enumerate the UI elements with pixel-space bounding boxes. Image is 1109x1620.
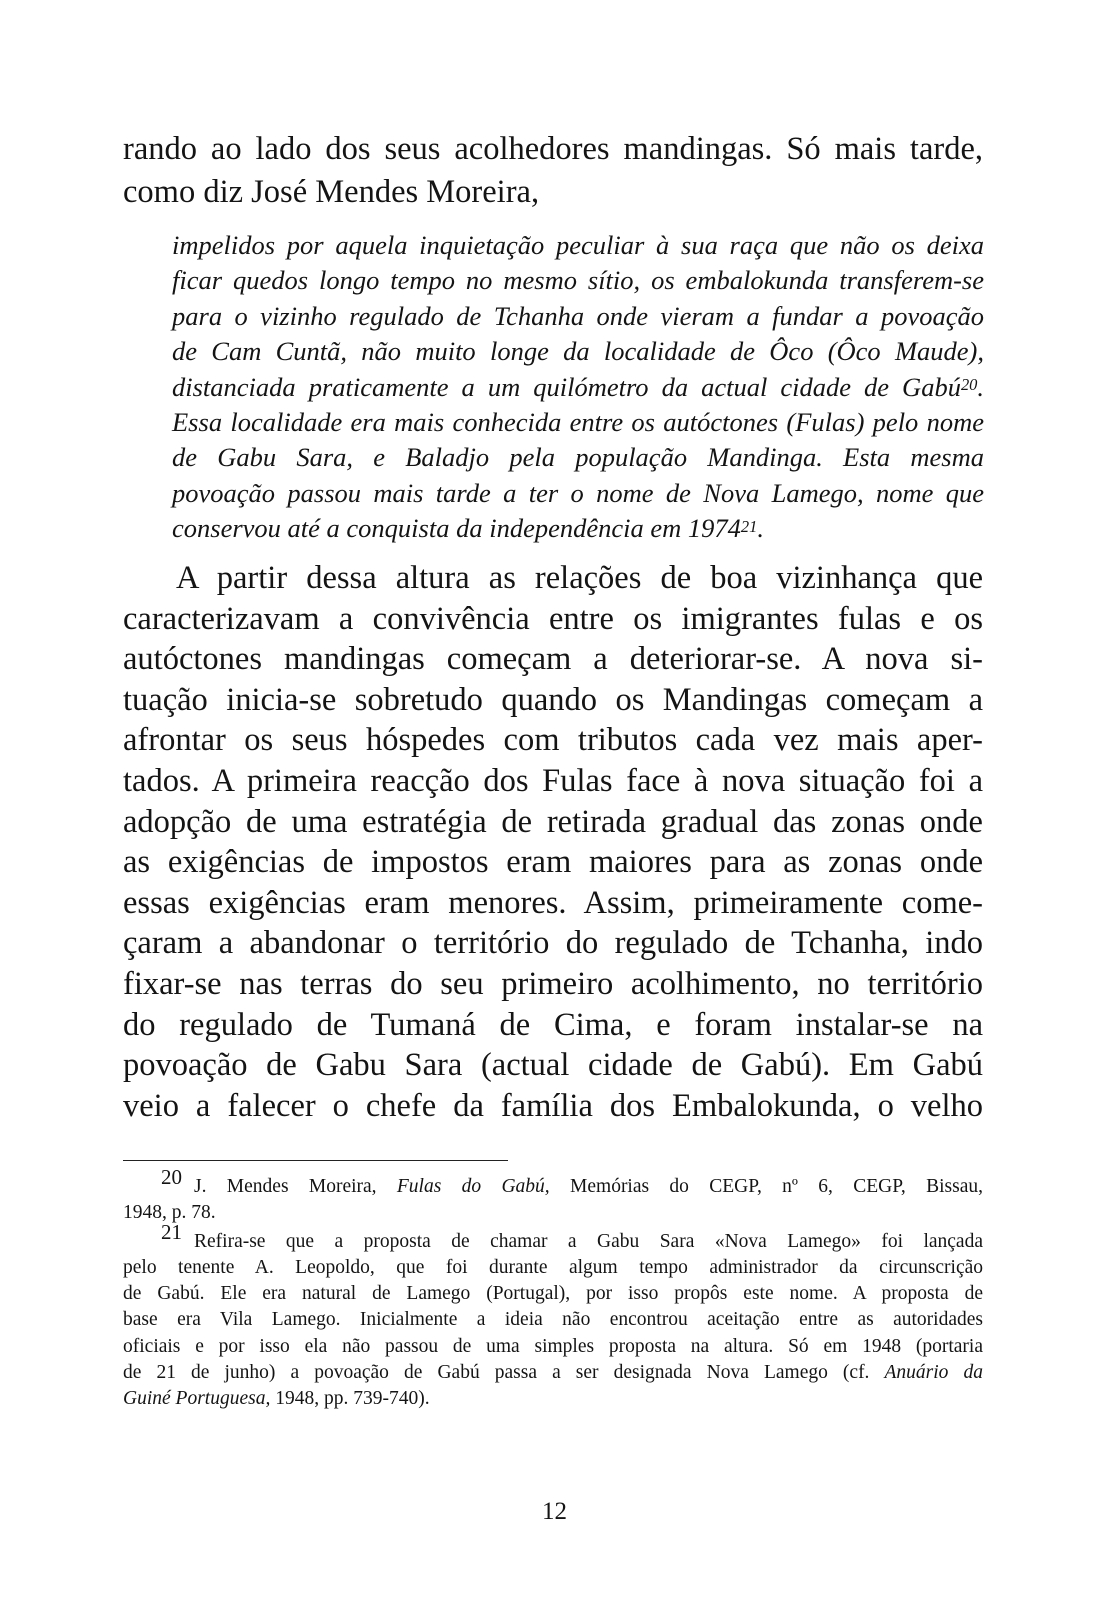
footnote-ref-21[interactable]: 21 (740, 516, 758, 536)
body-paragraph (123, 558, 983, 1126)
footnote-text: J. Mendes Moreira, (194, 1176, 377, 1197)
quote-line: Essa localidade era mais conhecida entre os autóctones (Fulas) pelo nome (172, 407, 984, 438)
quote-line: distanciada praticamente a um quilómetro da actual cidade de Gabú (172, 371, 961, 402)
footnote-title: Anuário da (884, 1362, 984, 1384)
footnote-20 (123, 1165, 984, 1227)
quote-period: . (757, 513, 764, 544)
footnote-text: 1948, pp. 739-740). (275, 1388, 430, 1410)
footnote-title: Fulas do Gabú, (396, 1176, 550, 1197)
body-line: veio a falecer o chefe da família dos Embalokunda, o velho (123, 1087, 983, 1124)
footnote-line: base era Vila Lamego. Inicialmente a ideia não encontrou aceitação entre as autoridades (123, 1309, 983, 1331)
footnote-number: 21 (161, 1219, 182, 1244)
quote-line-with-ref (172, 370, 984, 405)
footnote-text: Refira-se que a proposta de chamar a Gabu Sara «Nova Lamego» foi lançada (194, 1230, 983, 1252)
quote-line: de Gabu Sara, e Baladjo pela população Mandinga. Esta mesma (172, 442, 984, 473)
body-line: caracterizavam a convivência entre os imigrantes fulas e os (123, 600, 983, 637)
intro-paragraph (123, 128, 983, 214)
footnote-line (123, 1219, 983, 1255)
footnote-number: 20 (161, 1165, 182, 1189)
quote-line-with-ref (172, 511, 984, 546)
quote-line: conservou até a conquista da independência em 1974 (172, 513, 741, 544)
intro-line: rando ao lado dos seus acolhedores mandingas. Só mais tarde, (123, 131, 983, 167)
footnote-line: 1948, p. 78. (123, 1202, 216, 1224)
intro-line: como diz José Mendes Moreira, (123, 174, 540, 210)
footnote-line (123, 1360, 983, 1386)
body-line: do regulado de Tumaná de Cima, e foram instalar-se na (123, 1006, 983, 1043)
body-line: fixar-se nas terras do seu primeiro acolhimento, no território (123, 965, 983, 1002)
footnote-ref-20[interactable]: 20 (960, 374, 978, 394)
footnote-21 (123, 1219, 984, 1413)
quote-line: impelidos por aquela inquietação peculiar à sua raça que não os deixa (172, 230, 984, 260)
footnote-line: oficiais e por isso ela não passou de uma simples proposta na altura. Só em 1948 (portaria (123, 1335, 983, 1357)
body-line: tuação inicia-se sobretudo quando os Mandingas começam a (123, 681, 983, 718)
footnote-divider (123, 1160, 508, 1161)
body-line: povoação de Gabu Sara (actual cidade de Gabú). Em Gabú (123, 1047, 983, 1084)
quote-line: ficar quedos longo tempo no mesmo sítio, os embalokunda transferem-se (172, 265, 984, 296)
quote-period: . (977, 371, 984, 402)
body-line: A partir dessa altura as relações de boa vizinhança que (176, 560, 983, 596)
footnote-line: pelo tenente A. Leopoldo, que foi durante algum tempo administrador da circunscrição (123, 1256, 983, 1278)
block-quote (172, 228, 984, 547)
body-line: tados. A primeira reacção dos Fulas face à nova situação foi a (123, 762, 983, 799)
quote-line: para o vizinho regulado de Tchanha onde vieram a fundar a povoação (172, 300, 984, 331)
body-line: adopção de uma estratégia de retirada gradual das zonas onde (123, 803, 983, 840)
footnote-text: Memórias do CEGP, nº 6, CEGP, Bissau, (570, 1176, 984, 1197)
page-number: 12 (542, 1498, 567, 1525)
quote-line: de Cam Cuntã, não muito longe da localidade de Ôco (Ôco Maude), (172, 336, 984, 367)
footnote-title: Guiné Portuguesa, (123, 1388, 271, 1410)
footnotes (123, 1165, 984, 1413)
footnote-line (123, 1386, 983, 1412)
body-line: as exigências de impostos eram maiores para as zonas onde (123, 844, 983, 881)
body-line: autóctones mandingas começam a deteriorar-se. A nova si- (123, 641, 983, 678)
footnote-line (123, 1165, 984, 1200)
body-line: afrontar os seus hóspedes com tributos cada vez mais aper- (123, 722, 983, 759)
footnote-line: de Gabú. Ele era natural de Lamego (Portugal), por isso propôs este nome. A proposta de (123, 1283, 983, 1305)
body-line: essas exigências eram menores. Assim, primeiramente come- (123, 884, 983, 921)
quote-line: povoação passou mais tarde a ter o nome de Nova Lamego, nome que (172, 477, 984, 508)
footnote-text: de 21 de junho) a povoação de Gabú passa a ser designada Nova Lamego (cf. (123, 1362, 870, 1384)
body-line: çaram a abandonar o território do regulado de Tchanha, indo (123, 925, 983, 962)
